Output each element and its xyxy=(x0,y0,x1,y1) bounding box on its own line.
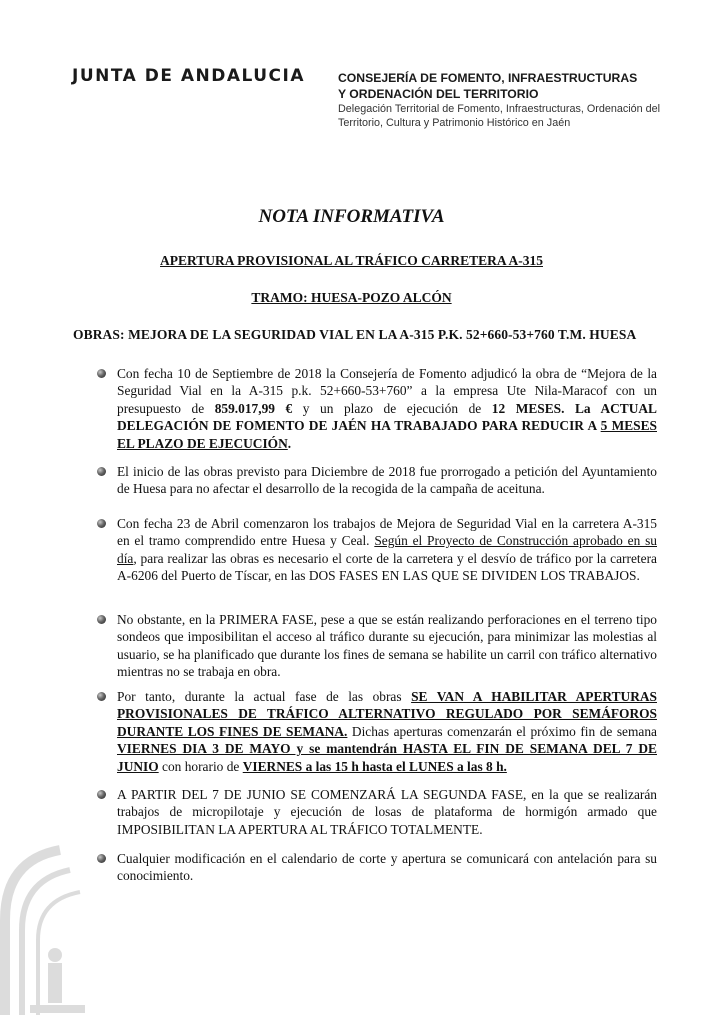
document-subtitle: APERTURA PROVISIONAL AL TRÁFICO CARRETERA A-315 xyxy=(160,253,543,268)
institution-header xyxy=(338,70,668,130)
paragraph-text: Con fecha 23 de Abril comenzaron los trabajos de Mejora de Seguridad Vial en la carretera A-315 en el tramo comprendido entre Huesa y Ceal. Según el Proyecto de Construcción aprobado en su día, para realizar las obras es necesario el corte de la carretera y el desvío de tráfico por la carretera A-6206 del Puerto de Tíscar, en las DOS FASES EN LAS QUE SE DIVIDEN LOS TRABAJOS. xyxy=(117,516,657,584)
bullet-dot-icon xyxy=(97,369,106,378)
list-item xyxy=(97,463,657,498)
paragraph-text: Por tanto, durante la actual fase de las obras SE VAN A HABILITAR APERTURAS PROVISIONALES DE TRÁFICO ALTERNATIVO REGULADO POR SEMÁFOROS DURANTE LOS FINES DE SEMANA. Dichas aperturas comenzarán el próximo fin de semana VIERNES DIA 3 DE MAYO y se mantendrán HASTA EL FIN DE SEMANA DEL 7 DE JUNIO con horario de VIERNES a las 15 h hasta el LUNES a las 8 h. xyxy=(117,689,657,774)
paragraph-text: A PARTIR DEL 7 DE JUNIO SE COMENZARÁ LA SEGUNDA FASE, en la que se realizarán trabajos de micropilotaje y ejecución de losas de plataforma de hormigón armado que IMPOSIBILITAN LA APERTURA AL TRÁFICO TOTALMENTE. xyxy=(117,787,657,837)
list-item xyxy=(97,688,657,775)
section-heading: TRAMO: HUESA-POZO ALCÓN xyxy=(251,290,452,305)
paragraph-text: Con fecha 10 de Septiembre de 2018 la Consejería de Fomento adjudicó la obra de “Mejora de la Seguridad Vial en la A-315 p.k. 52+660-53+760” a la empresa Ute Nila-Maracof con un presupuesto de 859.017,99 € y un plazo de ejecución de 12 MESES. La ACTUAL DELEGACIÓN DE FOMENTO DE JAÉN HA TRABAJADO PARA REDUCIR A 5 MESES EL PLAZO DE EJECUCIÓN. xyxy=(117,366,657,451)
delegation-name-line2: Territorio, Cultura y Patrimonio Histórico en Jaén xyxy=(338,117,571,129)
bullet-dot-icon xyxy=(97,854,106,863)
list-item xyxy=(97,850,657,885)
delegation-name-line1: Delegación Territorial de Fomento, Infraestructuras, Ordenación del xyxy=(338,103,661,115)
bullet-dot-icon xyxy=(97,615,106,624)
list-item xyxy=(97,365,657,452)
list-item xyxy=(97,786,657,838)
bullet-dot-icon xyxy=(97,692,106,701)
list-item xyxy=(97,515,657,585)
bullet-dot-icon xyxy=(97,519,106,528)
list-item xyxy=(97,611,657,681)
department-name-line2: Y ORDENACIÓN DEL TERRITORIO xyxy=(338,87,539,101)
bullet-dot-icon xyxy=(97,467,106,476)
paragraph-text: No obstante, en la PRIMERA FASE, pese a que se están realizando perforaciones en el terreno tipo sondeos que imposibilitan el acceso al tráfico durante su ejecución, para minimizar las molestias al usuario, se ha planificado que durante los fines de semana se habilite un carril con tráfico alternativo mientras no se trabaja en obra. xyxy=(117,612,657,680)
department-name-line1: CONSEJERÍA DE FOMENTO, INFRAESTRUCTURAS xyxy=(338,71,638,85)
institution-brand: JUNTA DE ANDALUCIA xyxy=(72,66,305,86)
page-title: NOTA INFORMATIVA xyxy=(258,206,445,227)
paragraph-text: El inicio de las obras previsto para Diciembre de 2018 fue prorrogado a petición del Ayuntamiento de Huesa para no afectar el desarrollo de la recogida de la campaña de aceituna. xyxy=(117,464,657,497)
junta-andalucia-emblem-icon xyxy=(0,830,95,1020)
works-description: OBRAS: MEJORA DE LA SEGURIDAD VIAL EN LA A-315 P.K. 52+660-53+760 T.M. HUESA xyxy=(73,327,637,342)
bullet-dot-icon xyxy=(97,790,106,799)
paragraph-text: Cualquier modificación en el calendario de corte y apertura se comunicará con antelación para su conocimiento. xyxy=(117,851,657,884)
